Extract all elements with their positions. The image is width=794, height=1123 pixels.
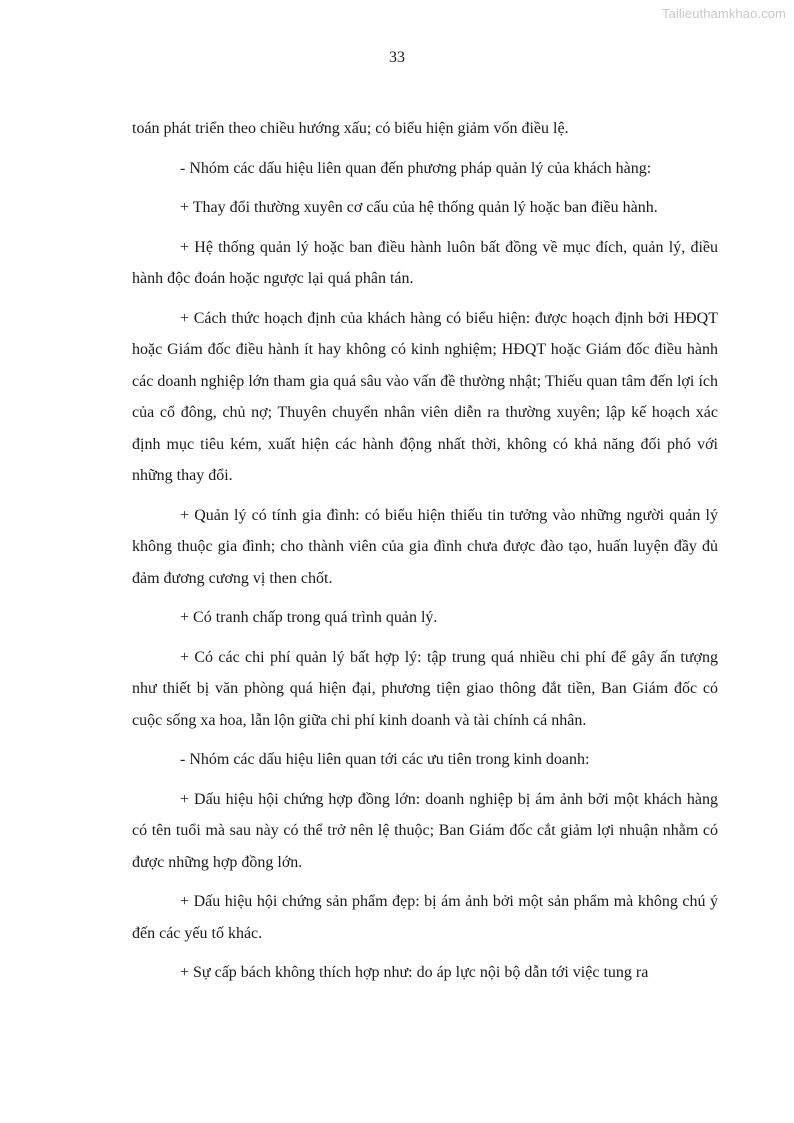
page-number: 33	[389, 49, 405, 66]
paragraph-item: + Sự cấp bách không thích hợp như: do áp lực nội bộ dẫn tới việc tung ra	[180, 964, 649, 981]
paragraph-item: + Hệ thống quản lý hoặc ban điều hành luôn bất đồng về mục đích, quản lý, điều hành độc đoán hoặc ngược lại quá phân tán.	[132, 238, 718, 287]
paragraph-item: + Thay đổi thường xuyên cơ cấu của hệ thống quản lý hoặc ban điều hành.	[180, 199, 658, 216]
paragraph-continuation: toán phát triển theo chiều hướng xấu; có biểu hiện giảm vốn điều lệ.	[132, 120, 569, 137]
paragraph-item: + Dấu hiệu hội chứng hợp đồng lớn: doanh nghiệp bị ám ảnh bởi một khách hàng có tên tuổi mà sau này có thể trở nên lệ thuộc; Ban Giám đốc cắt giảm lợi nhuận nhằm có được những hợp đồng lớn.	[132, 790, 718, 871]
paragraph-group-heading-priorities: - Nhóm các dấu hiệu liên quan tới các ưu tiên trong kinh doanh:	[180, 751, 590, 768]
watermark: Tailieuthamkhao.com	[661, 6, 786, 21]
document-body	[132, 113, 718, 989]
paragraph-item: + Có các chi phí quản lý bất hợp lý: tập trung quá nhiều chi phí để gây ấn tượng như thiết bị văn phòng quá hiện đại, phương tiện giao thông đắt tiền, Ban Giám đốc có cuộc sống xa hoa, lẫn lộn giữa chi phí kinh doanh và tài chính cá nhân.	[132, 648, 718, 729]
paragraph-item: + Cách thức hoạch định của khách hàng có biểu hiện: được hoạch định bởi HĐQT hoặc Giám đốc điều hành ít hay không có kinh nghiệm; HĐQT hoặc Giám đốc điều hành các doanh nghiệp lớn tham gia quá sâu vào vấn đề thường nhật; Thiếu quan tâm đến lợi ích của cổ đông, chủ nợ; Thuyên chuyển nhân viên diễn ra thường xuyên; lập kế hoạch xác định mục tiêu kém, xuất hiện các hành động nhất thời, không có khả năng đối phó với những thay đổi.	[132, 309, 718, 484]
paragraph-group-heading-management: - Nhóm các dấu hiệu liên quan đến phương pháp quản lý của khách hàng:	[180, 159, 652, 177]
paragraph-item: + Có tranh chấp trong quá trình quản lý.	[180, 609, 438, 626]
paragraph-item: + Quản lý có tính gia đình: có biểu hiện thiếu tin tưởng vào những người quản lý không thuộc gia đình; cho thành viên của gia đình chưa được đào tạo, huấn luyện đầy đủ đảm đương cương vị then chốt.	[132, 506, 718, 587]
paragraph-item: + Dấu hiệu hội chứng sản phẩm đẹp: bị ám ảnh bởi một sản phẩm mà không chú ý đến các yếu tố khác.	[132, 893, 718, 942]
